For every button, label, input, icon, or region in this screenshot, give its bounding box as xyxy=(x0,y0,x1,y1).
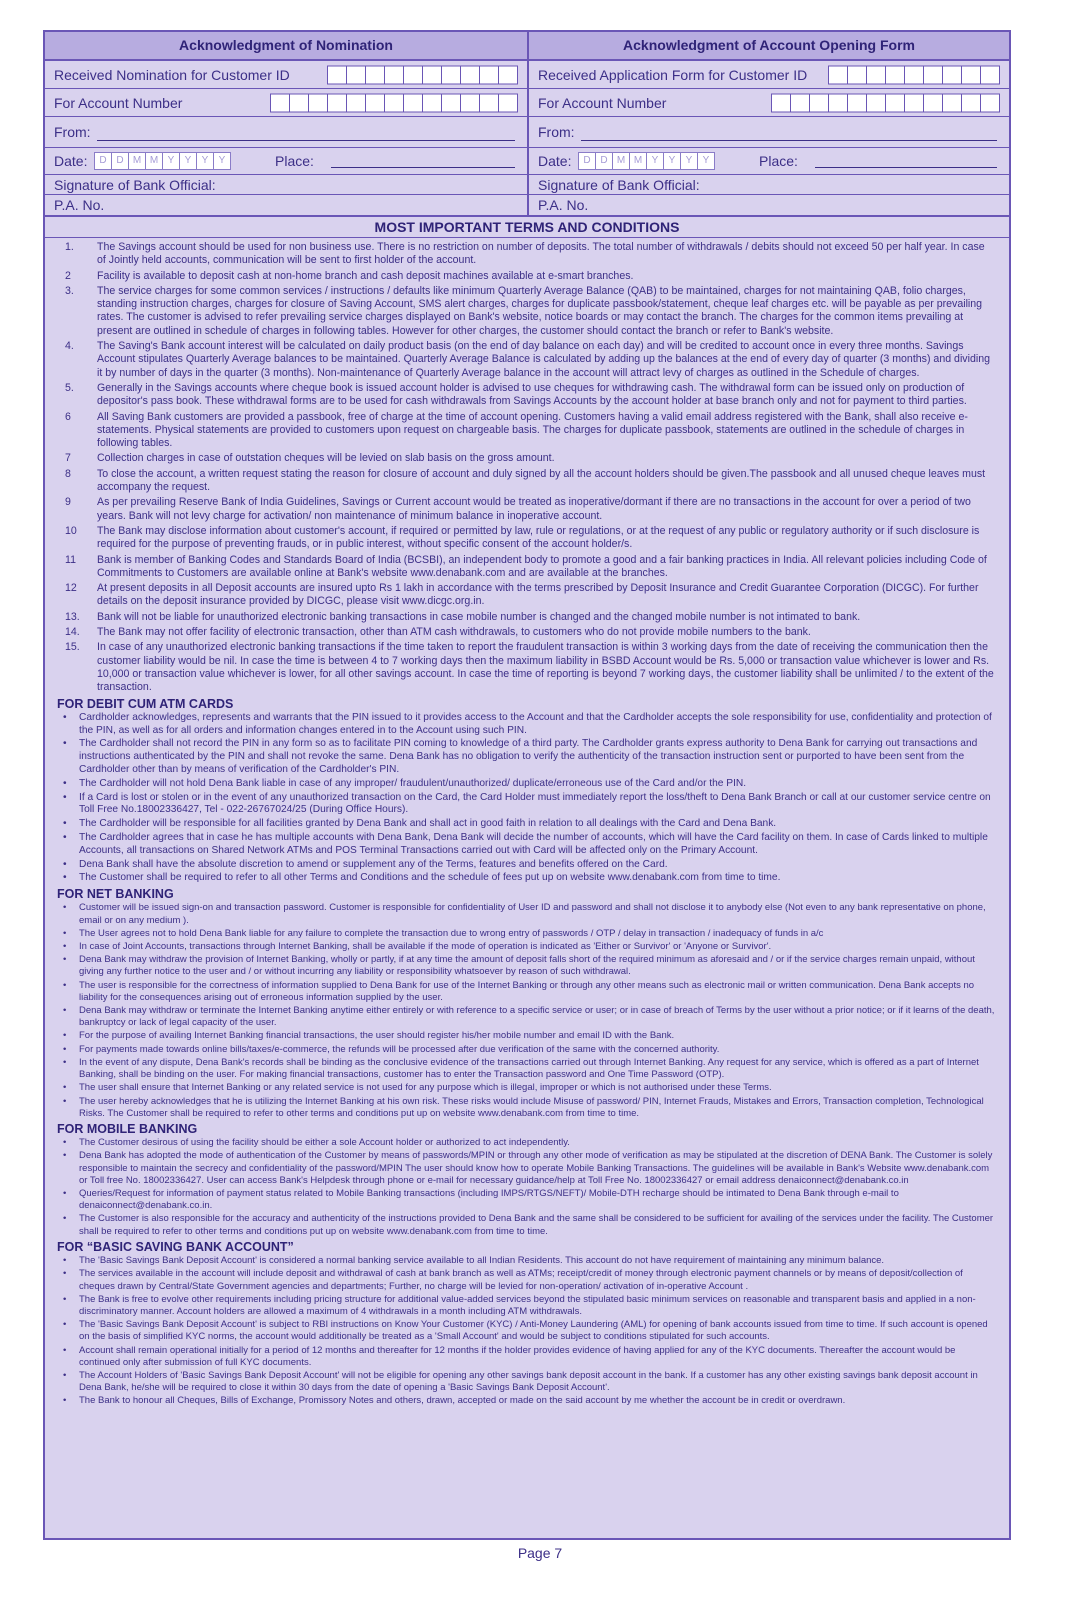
net-item xyxy=(57,980,995,1004)
bullet-icon: • xyxy=(63,831,67,843)
term-number: 4. xyxy=(65,340,74,353)
net-item-text: In case of Joint Accounts, transactions through Internet Banking, shall be available if the mode of operation is indicated as 'Either or Survivor' or 'Anyone or Survivor'. xyxy=(79,941,772,953)
ack-nomination-header: Acknowledgment of Nomination xyxy=(45,32,527,61)
account-from-row xyxy=(529,117,1009,148)
term-number: 11 xyxy=(65,553,76,566)
net-item-text: The user hereby acknowledges that he is utilizing the Internet Banking at his own risk. These risks would include Misuse of password/ PIN, Internet Frauds, Mistakes and Errors, Transaction completion, Technological Risks. The Customer shall be required to refer to other terms and conditions put up on website www.denabank.com from time to time. xyxy=(79,1095,984,1119)
debit-item xyxy=(57,778,995,791)
net-item xyxy=(57,1082,995,1094)
term-number: 13. xyxy=(65,610,80,623)
term-number: 10 xyxy=(65,524,77,537)
nomination-from-field[interactable] xyxy=(97,140,515,141)
terms-list xyxy=(57,241,995,695)
bullet-icon: • xyxy=(63,738,67,750)
debit-item xyxy=(57,738,995,776)
bsba-item-text: Account shall remain operational initially for a period of 12 months and thereafter for 12 months if the holder provides evidence of having applied for any of the KYC documents. Thereafter the account would be continued only after submission of full KYC documents. xyxy=(79,1344,956,1368)
nomination-place-field[interactable] xyxy=(331,167,515,168)
net-item-text: The user is responsible for the correctness of information supplied to Dena Bank for use of the Internet Banking or through any other means such as electronic mail or written communication. Dena Bank accepts no liability for the consequences arising out of erroneous information supplied by the user. xyxy=(79,979,975,1003)
term-item xyxy=(57,241,995,268)
debit-item-text: The Cardholder shall not record the PIN in any form so as to facilitate PIN coming to knowledge of a third party. The Cardholder grants express authority to Dena Bank for carrying out transactions and instructions authenticated by the PIN and shall not revoke the same. Dena Bank has no obligation to verify the authenticity of the transaction instruction sent or purported to have been sent from the Cardholder other than by means of verification of the Cardholder's PIN. xyxy=(79,738,978,775)
nomination-account-row xyxy=(45,89,527,117)
account-signature-row xyxy=(529,175,1009,195)
mobile-item-text: Dena Bank has adopted the mode of authentication of the Customer by means of passwords/MPIN or through any other mode of verification as may be stipulated at the discretion of DENA Bank. The Customer is solely responsible to maintain the secrecy and confidentiality of the password/MPIN The user should know how to operate Mobile Banking Transactions. The guidelines will be available in Bank's Website www.denabank.com or Toll free No. 18002336427. User can access Bank's Helpdesk through phone or e-mail for necessary guidance/help at Toll Free No. 18002336427 or email address denaiconnect@denabank.co.in xyxy=(79,1150,993,1186)
debit-section-title: FOR DEBIT CUM ATM CARDS xyxy=(57,696,234,711)
term-item xyxy=(57,340,995,380)
bullet-icon: • xyxy=(63,818,67,830)
nomination-customer-id-row xyxy=(45,61,527,89)
term-text: Bank is member of Banking Codes and Standards Board of India (BCSBI), an independent body to promote a good and a fair banking practices in India. All relevant policies including Code of Commitments to Customers are available online at Bank's website www.denabank.com and are available at the branches. xyxy=(97,553,987,579)
term-item xyxy=(57,496,995,523)
bsba-item xyxy=(57,1319,995,1343)
term-text: Facility is available to deposit cash at non-home branch and cash deposit machines available at e-smart branches. xyxy=(97,269,634,282)
ack-account-opening xyxy=(529,32,1009,215)
term-item xyxy=(57,554,995,581)
account-customer-id-row xyxy=(529,61,1009,89)
term-number: 5. xyxy=(65,381,74,394)
term-item xyxy=(57,611,995,624)
nomination-signature-label: Signature of Bank Official: xyxy=(54,176,216,193)
account-signature-label: Signature of Bank Official: xyxy=(538,176,700,193)
net-item xyxy=(57,1005,995,1029)
mobile-item xyxy=(57,1137,995,1149)
bullet-icon: • xyxy=(63,1319,67,1331)
net-item-text: For payments made towards online bills/taxes/e-commerce, the refunds will be processed after due verification of the same with the concerned authority. xyxy=(79,1043,720,1055)
term-item xyxy=(57,582,995,609)
bullet-icon: • xyxy=(63,902,67,914)
term-text: The Bank may not offer facility of electronic transaction, other than ATM cash withdrawals, to customers who do not provide mobile numbers to the bank. xyxy=(97,626,811,639)
account-from-field[interactable] xyxy=(581,140,997,141)
bsba-item-text: The 'Basic Savings Bank Deposit Account' is subject to RBI instructions on Know Your Customer (KYC) / Anti-Money Laundering (AML) for opening of bank accounts issued from time to time. If such account is opened on the basis of simplified KYC norms, the account would additionally be treated as a 'Small Account' and would be subject to conditions stipulated for such accounts. xyxy=(79,1319,988,1343)
debit-item xyxy=(57,712,995,738)
account-pa-label: P.A. No. xyxy=(538,197,589,213)
nomination-pa-row xyxy=(45,195,527,215)
account-account-boxes[interactable] xyxy=(772,93,1000,112)
net-section-title: FOR NET BANKING xyxy=(57,887,174,902)
account-customer-id-label: Received Application Form for Customer ID xyxy=(538,66,808,83)
mobile-list xyxy=(57,1137,995,1238)
term-number: 12 xyxy=(65,582,77,595)
nomination-signature-row xyxy=(45,175,527,195)
net-item-text: The User agrees not to hold Dena Bank liable for any failure to complete the transaction due to wrong entry of passwords / OTP / delay in transaction / inadequacy of funds in a/c xyxy=(79,927,824,939)
term-text: The service charges for some common services / instructions / defaults like minimum Quarterly Average Balance (QAB) to be maintained, charges for not maintaining QAB, folio charges, standing instruction charges, charges for closure of Saving Account, SMS alert charges, charges for duplicate passbook/statement, cheque leaf charges etc. will be payable as per prevailing rates. The customer is advised to refer prevailing service charges displayed on Bank's website, notice boards or may contact the branch. The charges for the common items prevailing at present are outlined in schedule of charges in following tables. However for other charges, the customer should contact the branch or refer to Bank's website. xyxy=(97,284,983,337)
term-number: 15. xyxy=(65,641,80,654)
term-item xyxy=(57,468,995,495)
bullet-icon: • xyxy=(63,927,67,939)
ack-nomination xyxy=(45,32,529,215)
term-number: 1. xyxy=(65,241,74,253)
net-item-text: Dena Bank may withdraw or terminate the Internet Banking anytime either entirely or with reference to a specific service or user; or in case of breach of Terms by the user without a prior notice; or if it learns of the death, bankruptcy or lack of legal capacity of the user. xyxy=(79,1005,995,1029)
nomination-customer-id-label: Received Nomination for Customer ID xyxy=(54,66,290,83)
bullet-icon: • xyxy=(63,872,67,884)
bullet-icon: • xyxy=(63,1030,67,1042)
nomination-account-boxes[interactable] xyxy=(271,93,518,112)
mobile-section-title: FOR MOBILE BANKING xyxy=(57,1121,198,1136)
bullet-icon: • xyxy=(63,1369,67,1381)
debit-item-text: Cardholder acknowledges, represents and warrants that the PIN issued to it provides access to the Account and that the Cardholder accepts the sole responsibility for use, confidentiality and protection of the PIN, as well as for all orders and information changes entered in to the Account using such PIN. xyxy=(79,711,992,736)
debit-list xyxy=(57,712,995,885)
net-item-text: For the purpose of availing Internet Banking financial transactions, the user should register his/her mobile number and email ID with the Bank. xyxy=(79,1030,675,1042)
net-item xyxy=(57,1096,995,1120)
net-item-text: In the event of any dispute, Dena Bank's records shall be binding as the conclusive evidence of the transactions carried out through Internet Banking. Any request for any service, which is offered as a part of Internet Banking, shall be binding on the user. For making financial transactions, customer has to enter the Transaction password and One Time Password (OTP). xyxy=(79,1056,979,1081)
debit-item-text: If a Card is lost or stolen or in the event of any unauthorized transaction on the Card, the Card Holder must immediately report the loss/theft to Dena Bank Branch or call at our customer service centre on Toll Free No.18002336427, Tel - 022-26767024/25 (During Office Hours). xyxy=(79,791,991,816)
bullet-icon: • xyxy=(63,979,67,991)
debit-item-text: The Customer shall be required to refer to all other Terms and Conditions and the schedule of fees put up on website www.denabank.com from time to time. xyxy=(79,872,781,884)
net-list xyxy=(57,902,995,1119)
bsba-list xyxy=(57,1255,995,1407)
account-date-label: Date: xyxy=(538,153,572,169)
term-item xyxy=(57,452,995,465)
nomination-from-row xyxy=(45,117,527,148)
bsba-item-text: The services available in the account will include deposit and withdrawal of cash at bank branch as well as ATMs; receipt/credit of money through electronic payment channels or by means of deposit/collection of cheques drawn by Central/State Government agencies and departments; Further, no charge will be levied for non-operation/ activation of in-operative Account . xyxy=(79,1268,963,1292)
debit-item-text: The Cardholder will be responsible for all facilities granted by Dena Bank and shall act in good faith in relation to all dealings with the Card and Dena Bank. xyxy=(79,818,777,830)
nomination-account-label: For Account Number xyxy=(54,94,183,111)
bullet-icon: • xyxy=(63,711,67,723)
bsba-item xyxy=(57,1294,995,1318)
bullet-icon: • xyxy=(63,791,67,803)
bullet-icon: • xyxy=(63,1188,67,1200)
bsba-item xyxy=(57,1268,995,1292)
account-place-field[interactable] xyxy=(815,167,997,168)
term-text: As per prevailing Reserve Bank of India Guidelines, Savings or Current account would be treated as inoperative/dormant if there are no transactions in the account for over a period of two years. Bank will not levy charge for activation/ non maintenance of minimum balance in inoperative account. xyxy=(97,496,971,522)
mobile-item xyxy=(57,1213,995,1237)
term-number: 14. xyxy=(65,626,80,639)
net-item xyxy=(57,941,995,953)
term-item xyxy=(57,382,995,409)
account-customer-id-boxes[interactable] xyxy=(829,65,1000,84)
term-item xyxy=(57,285,995,338)
bullet-icon: • xyxy=(63,1005,67,1017)
bullet-icon: • xyxy=(63,1255,67,1267)
debit-item-text: Dena Bank shall have the absolute discretion to amend or supplement any of the Terms, features and benefits offered on the Card. xyxy=(79,858,668,870)
term-text: In case of any unauthorized electronic banking transactions if the time taken to report the fraudulent transaction is within 3 working days from the date of receiving the communication then the customer liability would be nil. In case the time is between 4 to 7 working days then the maximum liability in BSBD Account would be Rs. 5,000 or transaction value whichever is lower and Rs. 10,000 or transaction value whichever is lower, for all other savings account. In case the time of reporting is beyond 7 working days, the customer liability shall be unlimited / to the extent of the transaction. xyxy=(97,641,994,694)
bsba-item xyxy=(57,1345,995,1369)
term-number: 7 xyxy=(65,452,71,465)
bullet-icon: • xyxy=(63,777,67,789)
term-text: Collection charges in case of outstation cheques will be levied on slab basis on the gross amount. xyxy=(97,452,555,465)
mobile-item xyxy=(57,1188,995,1212)
term-text: To close the account, a written request stating the reason for closure of account and duly signed by all the account holders should be given.The passbook and all unused cheque leaves must accompany the request. xyxy=(97,467,986,494)
account-date-row xyxy=(529,148,1009,175)
acknowledgment-section xyxy=(45,32,1009,217)
bsba-item-text: The Account Holders of 'Basic Savings Bank Deposit Account' will not be eligible for opening any other savings bank deposit account in the bank. If a customer has any other existing savings bank deposit account in Dena Bank, he/she will be required to close it within 30 days from the date of opening a 'Basic Savings Bank Deposit Account'. xyxy=(79,1369,978,1394)
nomination-from-label: From: xyxy=(54,124,91,140)
mobile-item-text: Queries/Request for information of payment status related to Mobile Banking transactions (including IMPS/RTGS/NEFT)/ Mobile-DTH recharge should be intimated to Dena Bank through e-mail to denaiconnect@denabank.co.in. xyxy=(79,1188,899,1212)
nomination-customer-id-boxes[interactable] xyxy=(328,65,518,84)
mobile-item-text: The Customer is also responsible for the accuracy and authenticity of the instructions provided to Dena Bank and the same shall be considered to be sufficient for availing of the services under the facility. The Customer shall be required to refer to other terms and conditions put up on website www.denabank.com from time to time. xyxy=(79,1213,994,1237)
net-item-text: The user shall ensure that Internet Banking or any related service is not used for any purpose which is illegal, improper or which is not authorised under these Terms. xyxy=(79,1082,772,1094)
bullet-icon: • xyxy=(63,1095,67,1107)
bullet-icon: • xyxy=(63,1043,67,1055)
term-number: 6 xyxy=(65,410,71,423)
debit-item-text: The Cardholder will not hold Dena Bank liable in case of any improper/ fraudulent/unauthorized/ duplicate/erroneous use of the Card and/or the PIN. xyxy=(79,777,747,789)
account-from-label: From: xyxy=(538,124,575,140)
bsba-item-text: The Bank to honour all Cheques, Bills of Exchange, Promissory Notes and others, drawn, accepted or made on the said account by me whether the account be in credit or overdrawn. xyxy=(79,1395,846,1407)
bullet-icon: • xyxy=(63,1344,67,1356)
bullet-icon: • xyxy=(63,1082,67,1094)
mobile-item-text: The Customer desirous of using the facility should be either a sole Account holder or authorized to act independently. xyxy=(79,1137,570,1149)
term-text: Generally in the Savings accounts where cheque book is issued account holder is advised to use cheques for withdrawing cash. The withdrawal form can be issued only on production of depositor's pass book. These withdrawal forms are to be used for cash withdrawals from Savings Accounts by the account holder at base branch only and not for payment to third parties. xyxy=(97,381,967,408)
ack-account-header: Acknowledgment of Account Opening Form xyxy=(529,32,1009,61)
terms-title: MOST IMPORTANT TERMS AND CONDITIONS xyxy=(45,217,1009,238)
mobile-item xyxy=(57,1150,995,1187)
term-item xyxy=(57,626,995,639)
term-item xyxy=(57,525,995,552)
bullet-icon: • xyxy=(63,1293,67,1305)
bullet-icon: • xyxy=(63,1213,67,1225)
term-text: At present deposits in all Deposit accounts are insured upto Rs 1 lakh in accordance with the terms prescribed by Deposit Insurance and Credit Guarantee Corporation (DICGC). For further details on the deposit insurance provided by DICGC, please visit www.dicgc.org.in. xyxy=(97,582,979,608)
nomination-date-boxes[interactable]: D D M M Y Y Y Y xyxy=(95,152,231,170)
term-number: 3. xyxy=(65,284,74,297)
nomination-pa-label: P.A. No. xyxy=(54,197,105,213)
net-item xyxy=(57,1044,995,1056)
bullet-icon: • xyxy=(63,1150,67,1162)
account-account-row xyxy=(529,89,1009,117)
bullet-icon: • xyxy=(63,1137,67,1149)
bullet-icon: • xyxy=(63,941,67,953)
nomination-date-row xyxy=(45,148,527,175)
account-account-label: For Account Number xyxy=(538,94,667,111)
account-pa-row xyxy=(529,195,1009,215)
net-item-text: Dena Bank may withdraw the provision of Internet Banking, wholly or partly, if at any time the amount of deposit falls short of the required minimum as aforesaid and / or if the service charges remain unpaid, without giving any further notice to the user and / or without incurring any liability or responsibility whatsoever by reason of such withdrawal. xyxy=(79,954,975,978)
debit-item-text: The Cardholder agrees that in case he has multiple accounts with Dena Bank, Dena Bank will decide the number of accounts, which will have the Card facility on them. In case of Cards linked to multiple Accounts, all transactions on Shared Network ATMs and POS Terminal Transactions carried out with Card will be affected only on the Primary Account. xyxy=(79,831,988,856)
debit-item xyxy=(57,859,995,872)
debit-item xyxy=(57,832,995,858)
bsba-item xyxy=(57,1395,995,1407)
bullet-icon: • xyxy=(63,954,67,966)
term-text: The Saving's Bank account interest will be calculated on daily product basis (on the end of day balance on each day) and will be credited to account once in every three months. Savings Account stipulates Quarterly Average balances to be maintained. Quarterly Average Balance is calculated by adding up the balances at the end of every day of quarter (3 months) and dividing it by number of days in the quarter (3 months). Non-maintenance of Quarterly Average balance in the account will attract levy of charges as outlined in the Schedule of charges. xyxy=(97,340,990,379)
nomination-place-label: Place: xyxy=(275,153,314,169)
term-item xyxy=(57,641,995,694)
bsba-section-title: FOR “BASIC SAVING BANK ACCOUNT” xyxy=(57,1239,294,1254)
account-place-label: Place: xyxy=(759,153,798,169)
net-item-text: Customer will be issued sign-on and transaction password. Customer is responsible for confidentiality of User ID and password and shall not disclose it to anybody else (Not even to any bank representative on phone, email or on any medium ). xyxy=(79,902,986,926)
net-item xyxy=(57,954,995,978)
page-number: Page 7 xyxy=(517,1545,563,1561)
term-number: 9 xyxy=(65,496,71,509)
term-text: All Saving Bank customers are provided a passbook, free of charge at the time of account opening. Customers having a valid email address registered with the Bank, shall also receive e-statements. Physical statements are provided to customers upon request on chargeable basis. The charges for duplicate passbook, statements are outlined in the schedule of charges in following tables. xyxy=(97,410,968,450)
bsba-item xyxy=(57,1255,995,1267)
bullet-icon: • xyxy=(63,1395,67,1407)
bullet-icon: • xyxy=(63,1056,67,1068)
term-text: Bank will not be liable for unauthorized electronic banking transactions in case mobile number is changed and the changed mobile number is not intimated to bank. xyxy=(97,610,861,623)
form-page xyxy=(43,30,1011,1540)
term-text: The Savings account should be used for non business use. There is no restriction on number of deposits. The total number of withdrawals / debits should not exceed 50 per half year. In case of Jointly held accounts, communication will be sent to first holder of the account. xyxy=(97,241,985,267)
term-number: 2 xyxy=(65,269,71,282)
net-item xyxy=(57,902,995,926)
term-text: The Bank may disclose information about customer's account, if required or permitted by law, rule or regulations, or at the request of any public or regulatory authority or if such disclosure is required for the purpose of preventing frauds, or in public interest, without specific consent of the account holder/s. xyxy=(97,524,980,551)
account-date-boxes[interactable]: D D M M Y Y Y Y xyxy=(579,152,715,170)
bsba-item-text: The Bank is free to evolve other requirements including pricing structure for additional value-added services beyond the stipulated basic minimum services on reasonable and transparent basis and applied in a non-discriminatory manner. Account holders are allowed a maximum of 4 withdrawals in a month including ATM withdrawals. xyxy=(79,1293,976,1317)
bsba-item xyxy=(57,1370,995,1394)
nomination-date-label: Date: xyxy=(54,153,88,169)
net-item xyxy=(57,928,995,940)
bsba-item-text: The 'Basic Savings Bank Deposit Account' is considered a normal banking service available to all Indian Residents. This account do not have requirement of maintaining any minimum balance. xyxy=(79,1255,885,1267)
debit-item xyxy=(57,792,995,818)
net-item xyxy=(57,1030,995,1042)
term-item xyxy=(57,411,995,451)
debit-item xyxy=(57,818,995,831)
bullet-icon: • xyxy=(63,858,67,870)
bullet-icon: • xyxy=(63,1268,67,1280)
terms-content xyxy=(45,238,1009,1408)
term-item xyxy=(57,270,995,283)
net-item xyxy=(57,1057,995,1081)
term-number: 8 xyxy=(65,467,71,480)
debit-item xyxy=(57,872,995,885)
